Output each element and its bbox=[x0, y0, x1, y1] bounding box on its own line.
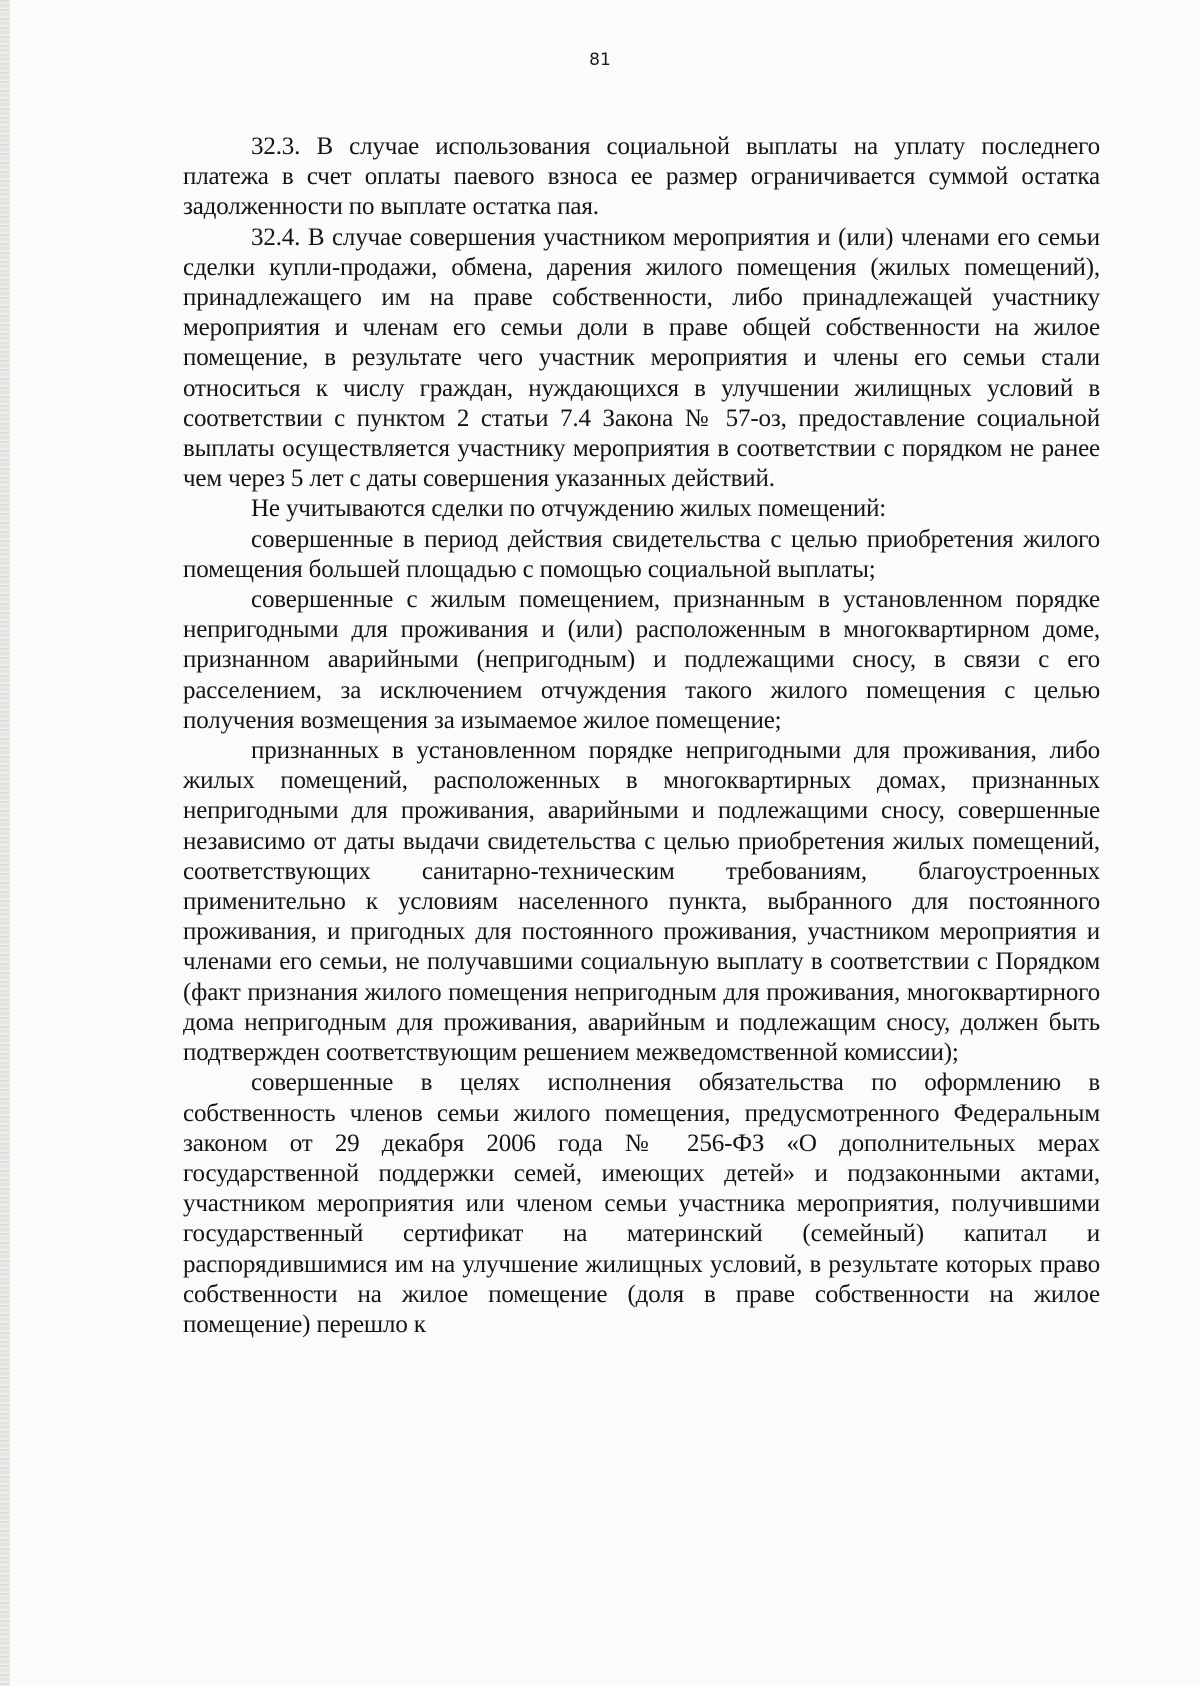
page-number: 81 bbox=[589, 50, 611, 70]
document-body bbox=[183, 132, 1100, 1340]
paragraph-exception-4: совершенные в целях исполнения обязательства по оформлению в собственность членов семьи жилого помещения, предусмотренного Федеральным законом от 29 декабря 2006 года № 256-ФЗ «О дополнительных мерах государственной поддержки семей, имеющих детей» и подзаконными актами, участником мероприятия или членом семьи участника мероприятия, получившими государственный сертификат на материнский (семейный) капитал и распорядившимися им на улучшение жилищных условий, в результате которых право собственности на жилое помещение (доля в праве собственности на жилое помещение) перешло к bbox=[183, 1069, 1100, 1338]
scan-edge bbox=[0, 0, 10, 1686]
paragraph-32-4: 32.4. В случае совершения участником мероприятия и (или) членами его семьи сделки купли-продажи, обмена, дарения жилого помещения (жилых помещений), принадлежащего им на праве собственности, либо принадлежащей участнику мероприятия и членам его семьи доли в праве общей собственности на жилое помещение, в результате чего участник мероприятия и члены его семьи стали относиться к числу граждан, нуждающихся в улучшении жилищных условий в соответствии с пунктом 2 статьи 7.4 Закона № 57-оз, предоставление социальной выплаты осуществляется участнику мероприятия в соответствии с порядком не ранее чем через 5 лет с даты совершения указанных действий. bbox=[183, 223, 1100, 493]
paragraph-exception-2: совершенные с жилым помещением, признанным в установленном порядке непригодными для проживания и (или) расположенным в многоквартирном доме, признанном аварийными (непригодным) и подлежащими сносу, в связи с его расселением, за исключением отчуждения такого жилого помещения с целью получения возмещения за изымаемое жилое помещение; bbox=[183, 586, 1100, 734]
paragraph-32-3: 32.3. В случае использования социальной выплаты на уплату последнего платежа в счет оплаты паевого взноса ее размер ограничивается суммой остатка задолженности по выплате остатка пая. bbox=[183, 133, 1100, 221]
paragraph-exception-3: признанных в установленном порядке непригодными для проживания, либо жилых помещений, расположенных в многоквартирных домах, признанных непригодными для проживания, аварийными и подлежащими сносу, совершенные независимо от даты выдачи свидетельства с целью приобретения жилых помещений, соответствующих санитарно-техническим требованиям, благоустроенных применительно к условиям населенного пункта, выбранного для постоянного проживания, и пригодных для постоянного проживания, участником мероприятия и членами его семьи, не получавшими социальную выплату в соответствии с Порядком (факт признания жилого помещения непригодным для проживания, многоквартирного дома непригодным для проживания, аварийным и подлежащим сносу, должен быть подтвержден соответствующим решением межведомственной комиссии); bbox=[183, 737, 1100, 1067]
paragraph-exception-1: совершенные в период действия свидетельства с целью приобретения жилого помещения большей площадью с помощью социальной выплаты; bbox=[183, 525, 1100, 583]
paragraph-exceptions-intro: Не учитываются сделки по отчуждению жилых помещений: bbox=[251, 495, 887, 523]
